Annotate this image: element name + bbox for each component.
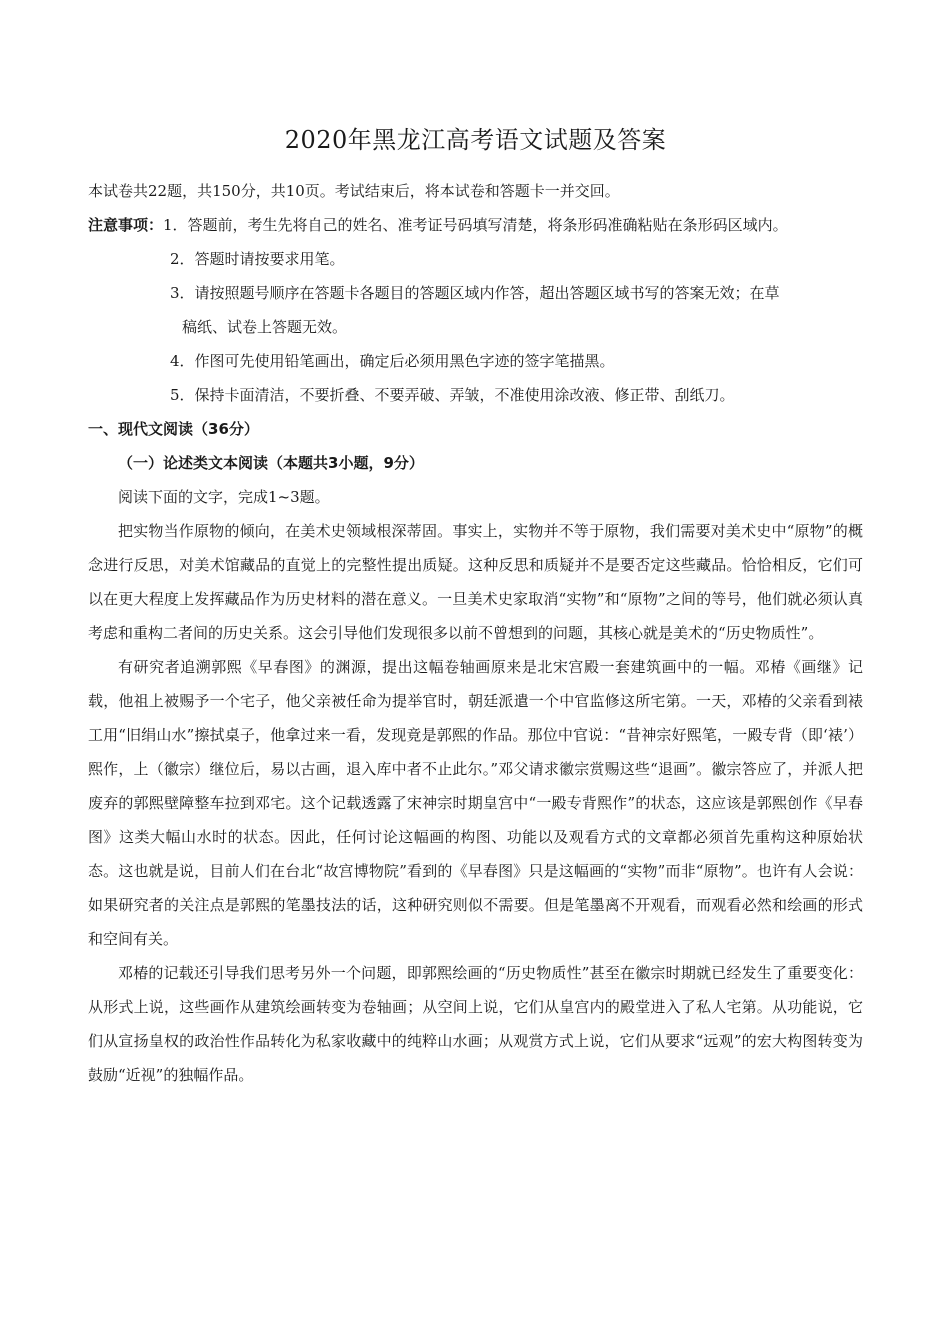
notice-item-4: 4．作图可先使用铅笔画出，确定后必须用黑色字迹的签字笔描黑。 <box>170 352 615 370</box>
passage-paragraph-3: 邓椿的记载还引导我们思考另外一个问题，即郭熙绘画的“历史物质性”甚至在徽宗时期就已经发生了重要变化：从形式上说，这些画作从建筑绘画转变为卷轴画；从空间上说，它们从皇宫内的殿堂进入了私人宅第。从功能说，它们从宣扬皇权的政治性作品转化为私家收藏中的纯粹山水画；从观赏方式上说，它们从要求“远观”的宏大构图转变为鼓励“近视”的独幅作品。 <box>88 964 863 1084</box>
notice-item-5: 5．保持卡面清洁，不要折叠、不要弄破、弄皱，不准使用涂改液、修正带、刮纸刀。 <box>170 386 735 404</box>
reading-instruction: 阅读下面的文字，完成1~3题。 <box>118 488 330 506</box>
passage-paragraph-1: 把实物当作原物的倾向，在美术史领域根深蒂固。事实上，实物并不等于原物，我们需要对美术史中“原物”的概念进行反思，对美术馆藏品的直觉上的完整性提出质疑。这种反思和质疑并不是要否定这些藏品。恰恰相反，它们可以在更大程度上发挥藏品作为历史材料的潜在意义。一旦美术史家取消“实物”和“原物”之间的等号，他们就必须认真考虑和重构二者间的历史关系。这会引导他们发现很多以前不曾想到的问题，其核心就是美术的“历史物质性”。 <box>88 522 863 642</box>
notice-item-3: 3．请按照题号顺序在答题卡各题目的答题区域内作答，超出答题区域书写的答案无效；在草 <box>170 284 780 302</box>
intro-text: 本试卷共22题，共150分，共10页。考试结束后，将本试卷和答题卡一并交回。 <box>88 182 620 200</box>
notice-item-1: 1．答题前，考生先将自己的姓名、准考证号码填写清楚，将条形码准确粘贴在条形码区域内。 <box>163 216 788 234</box>
notice-label: 注意事项： <box>88 216 164 234</box>
notice-item-3-continued: 稿纸、试卷上答题无效。 <box>182 318 348 336</box>
exam-page <box>88 120 863 1092</box>
page-title: 2020年黑龙江高考语文试题及答案 <box>284 126 667 154</box>
subsection-heading: （一）论述类文本阅读（本题共3小题，9分） <box>118 454 424 472</box>
notice-first-line <box>88 208 863 242</box>
section-heading: 一、现代文阅读（36分） <box>88 420 259 438</box>
notice-item-2: 2．答题时请按要求用笔。 <box>170 250 345 268</box>
passage-paragraph-2: 有研究者追溯郭熙《早春图》的渊源，提出这幅卷轴画原来是北宋宫殿一套建筑画中的一幅。邓椿《画继》记载，他祖上被赐予一个宅子，他父亲被任命为提举官时，朝廷派遣一个中官监修这所宅第。一天，邓椿的父亲看到裱工用“旧绢山水”擦拭桌子，他拿过来一看，发现竟是郭熙的作品。那位中官说：“昔神宗好熙笔，一殿专背（即‘裱’）熙作，上（徽宗）继位后，易以古画，退入库中者不止此尔。”邓父请求徽宗赏赐这些“退画”。徽宗答应了，并派人把废弃的郭熙壁障整车拉到邓宅。这个记载透露了宋神宗时期皇宫中“一殿专背熙作”的状态，这应该是郭熙创作《早春图》这类大幅山水时的状态。因此，任何讨论这幅画的构图、功能以及观看方式的文章都必须首先重构这种原始状态。这也就是说，目前人们在台北“故宫博物院”看到的《早春图》只是这幅画的“实物”而非“原物”。也许有人会说：如果研究者的关注点是郭熙的笔墨技法的话，这种研究则似不需要。但是笔墨离不开观看，而观看必然和绘画的形式和空间有关。 <box>88 658 863 948</box>
